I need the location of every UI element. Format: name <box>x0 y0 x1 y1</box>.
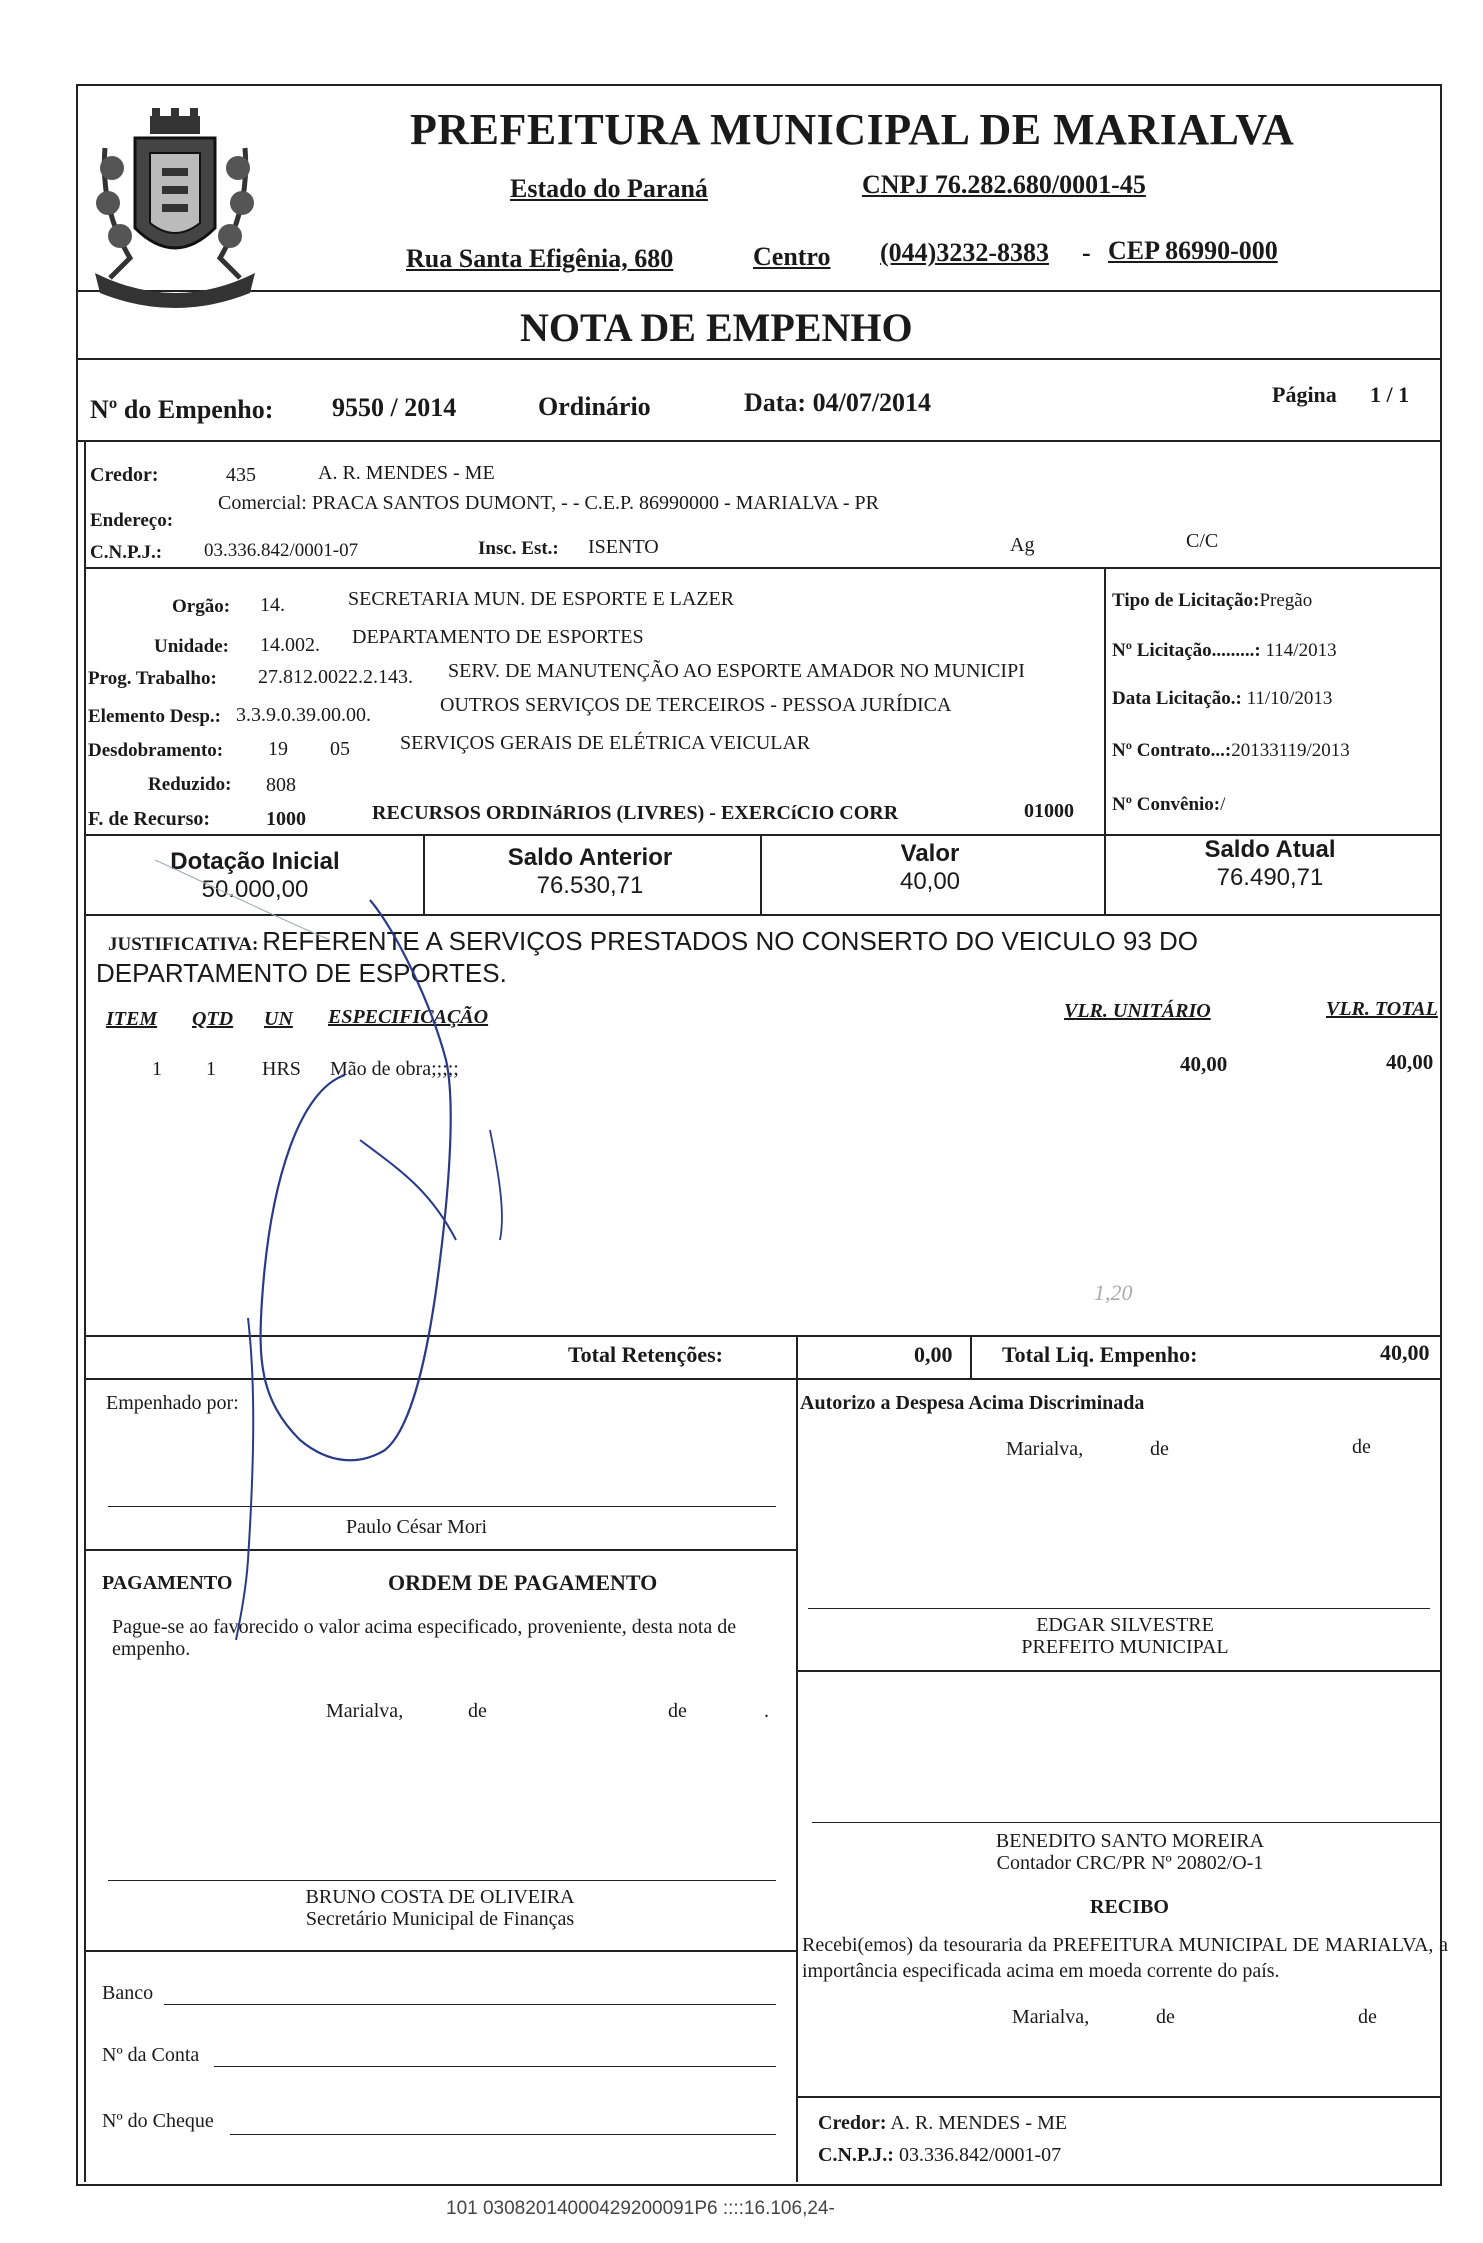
phone: (044)3232-8383 <box>880 238 1049 267</box>
city-cnpj: CNPJ 76.282.680/0001-45 <box>862 170 1146 199</box>
item-un: HRS <box>262 1058 301 1080</box>
desdobramento-a: 19 <box>268 738 288 760</box>
credor-name: A. R. MENDES - ME <box>318 462 495 484</box>
desdobramento-desc: SERVIÇOS GERAIS DE ELÉTRICA VEICULAR <box>400 732 811 754</box>
saldo-valor: Valor 40,00 <box>899 840 961 895</box>
item-qtd: 1 <box>206 1058 216 1080</box>
col-vlr-total: VLR. TOTAL <box>1326 998 1438 1020</box>
recibo-de1: de <box>1156 2006 1175 2028</box>
item-number: 1 <box>152 1058 162 1080</box>
empenho-date: Data: 04/07/2014 <box>744 388 932 417</box>
data-licitacao: Data Licitação.: 11/10/2013 <box>1112 688 1333 709</box>
recibo-text: Recebi(emos) da tesouraria da PREFEITURA MUNICIPAL DE MARIALVA, a importância especificada acima em moeda corrente do país. <box>802 1934 1448 1982</box>
empenho-number: 9550 / 2014 <box>332 393 457 422</box>
col-un: UN <box>264 1008 293 1030</box>
municipality-title: PREFEITURA MUNICIPAL DE MARIALVA <box>410 105 1295 154</box>
elemento-code: 3.3.9.0.39.00.00. <box>236 704 371 726</box>
recurso-desc: RECURSOS ORDINáRIOS (LIVRES) - EXERCíCIO CORR <box>372 802 899 824</box>
barcode-text: 101 03082014000429200091P6 ::::16.106,24- <box>446 2198 835 2219</box>
separator: - <box>1082 238 1091 267</box>
numero-licitacao: Nº Licitação.........: 114/2013 <box>1112 640 1337 661</box>
total-retencoes-value: 0,00 <box>914 1342 953 1367</box>
elemento-desc: OUTROS SERVIÇOS DE TERCEIROS - PESSOA JURÍDICA <box>440 694 952 716</box>
page-number: 1 / 1 <box>1370 382 1410 407</box>
col-especificacao: ESPECIFICAÇÃO <box>328 1006 489 1028</box>
total-liquido-value: 40,00 <box>1380 1340 1430 1365</box>
credor-address: Comercial: PRACA SANTOS DUMONT, - - C.E.P. 86990000 - MARIALVA - PR <box>218 492 879 514</box>
item-vlr-unitario: 40,00 <box>1180 1052 1228 1076</box>
total-liquido-label: Total Liq. Empenho: <box>1002 1342 1198 1367</box>
saldo-atual: Saldo Atual 76.490,71 <box>1204 836 1336 891</box>
pagamento-de2: de <box>668 1700 687 1722</box>
ordem-pagamento-title: ORDEM DE PAGAMENTO <box>388 1570 658 1595</box>
handwritten-note: 1,20 <box>1094 1280 1133 1305</box>
pagamento-label: PAGAMENTO <box>102 1572 233 1594</box>
pagamento-de1: de <box>468 1700 487 1722</box>
recibo-de2: de <box>1358 2006 1377 2028</box>
conta-corrente-label: C/C <box>1186 530 1219 552</box>
autorizo-signer: EDGAR SILVESTRE PREFEITO MUNICIPAL <box>1021 1614 1229 1658</box>
empenhado-signer: Paulo César Mori <box>346 1516 488 1538</box>
recibo-credor: Credor: A. R. MENDES - ME <box>818 2112 1068 2134</box>
recurso-number: 01000 <box>1024 800 1074 822</box>
conta-label: Nº da Conta <box>102 2044 200 2066</box>
unidade-desc: DEPARTAMENTO DE ESPORTES <box>352 626 644 648</box>
street-address: Rua Santa Efigênia, 680 <box>406 244 674 273</box>
saldo-anterior: Saldo Anterior 76.530,71 <box>507 844 673 899</box>
autorizo-label: Autorizo a Despesa Acima Discriminada <box>800 1392 1145 1414</box>
contador-signer: BENEDITO SANTO MOREIRA Contador CRC/PR Nº 20802/O-1 <box>995 1830 1265 1874</box>
numero-convenio: Nº Convênio:/ <box>1112 794 1226 815</box>
empenhado-label: Empenhado por: <box>106 1392 239 1414</box>
item-vlr-total: 40,00 <box>1386 1050 1434 1074</box>
empenho-label: Nº do Empenho: <box>90 395 274 424</box>
prog-trabalho-label: Prog. Trabalho: <box>88 668 217 689</box>
reduzido-label: Reduzido: <box>148 774 232 795</box>
recurso-label: F. de Recurso: <box>88 808 211 830</box>
pagamento-city: Marialva, <box>326 1700 404 1722</box>
saldo-dotacao-inicial: Dotação Inicial 50.000,00 <box>170 848 340 903</box>
insc-label: Insc. Est.: <box>478 538 559 559</box>
col-qtd: QTD <box>192 1008 234 1030</box>
cheque-label: Nº do Cheque <box>102 2110 214 2132</box>
reduzido-value: 808 <box>266 774 296 796</box>
credor-cnpj: 03.336.842/0001-07 <box>204 540 359 561</box>
tipo-licitacao: Tipo de Licitação:Pregão <box>1112 590 1313 611</box>
prog-trabalho-desc: SERV. DE MANUTENÇÃO AO ESPORTE AMADOR NO MUNICIPI <box>448 660 1025 682</box>
banco-label: Banco <box>102 1982 154 2004</box>
agencia-label: Ag <box>1010 534 1035 556</box>
desdobramento-label: Desdobramento: <box>88 740 224 761</box>
unidade-label: Unidade: <box>154 636 229 657</box>
empenho-type: Ordinário <box>538 392 651 421</box>
recibo-cnpj: C.N.P.J.: 03.336.842/0001-07 <box>818 2144 1062 2166</box>
total-retencoes-label: Total Retenções: <box>568 1342 723 1367</box>
justificativa-line2: DEPARTAMENTO DE ESPORTES. <box>96 958 507 988</box>
autorizo-de1: de <box>1150 1438 1169 1460</box>
endereco-label: Endereço: <box>90 510 174 531</box>
orgao-code: 14. <box>260 594 285 616</box>
autorizo-de2: de <box>1352 1436 1371 1458</box>
col-item: ITEM <box>106 1008 158 1030</box>
district: Centro <box>753 242 831 271</box>
secretario-signer: BRUNO COSTA DE OLIVEIRA Secretário Municipal de Finanças <box>305 1886 575 1930</box>
pagamento-dot: . <box>764 1700 769 1722</box>
cnpj-label: C.N.P.J.: <box>90 542 163 563</box>
page-label: Página <box>1272 382 1337 407</box>
credor-label: Credor: <box>90 464 159 486</box>
numero-contrato: Nº Contrato...:20133119/2013 <box>1112 740 1350 761</box>
pagamento-text: Pague-se ao favorecido o valor acima especificado, proveniente, desta nota de empenho. <box>112 1616 737 1660</box>
orgao-label: Orgão: <box>172 596 231 617</box>
credor-code: 435 <box>226 464 256 486</box>
justificativa-line1: JUSTIFICATIVA: REFERENTE A SERVIÇOS PRESTADOS NO CONSERTO DO VEICULO 93 DO <box>108 926 1199 956</box>
elemento-label: Elemento Desp.: <box>88 706 221 727</box>
insc-value: ISENTO <box>588 536 659 558</box>
recurso-code: 1000 <box>266 808 306 830</box>
col-vlr-unitario: VLR. UNITÁRIO <box>1064 1000 1211 1022</box>
desdobramento-b: 05 <box>330 738 350 760</box>
orgao-desc: SECRETARIA MUN. DE ESPORTE E LAZER <box>348 588 735 610</box>
state-name: Estado do Paraná <box>510 174 708 203</box>
item-spec: Mão de obra;;;;; <box>330 1058 459 1080</box>
prog-trabalho-code: 27.812.0022.2.143. <box>258 666 413 688</box>
cep: CEP 86990-000 <box>1108 236 1278 265</box>
unidade-code: 14.002. <box>260 634 320 656</box>
recibo-city: Marialva, <box>1012 2006 1090 2028</box>
recibo-title: RECIBO <box>1090 1896 1169 1918</box>
autorizo-city: Marialva, <box>1006 1438 1084 1460</box>
document-title: NOTA DE EMPENHO <box>520 305 913 350</box>
